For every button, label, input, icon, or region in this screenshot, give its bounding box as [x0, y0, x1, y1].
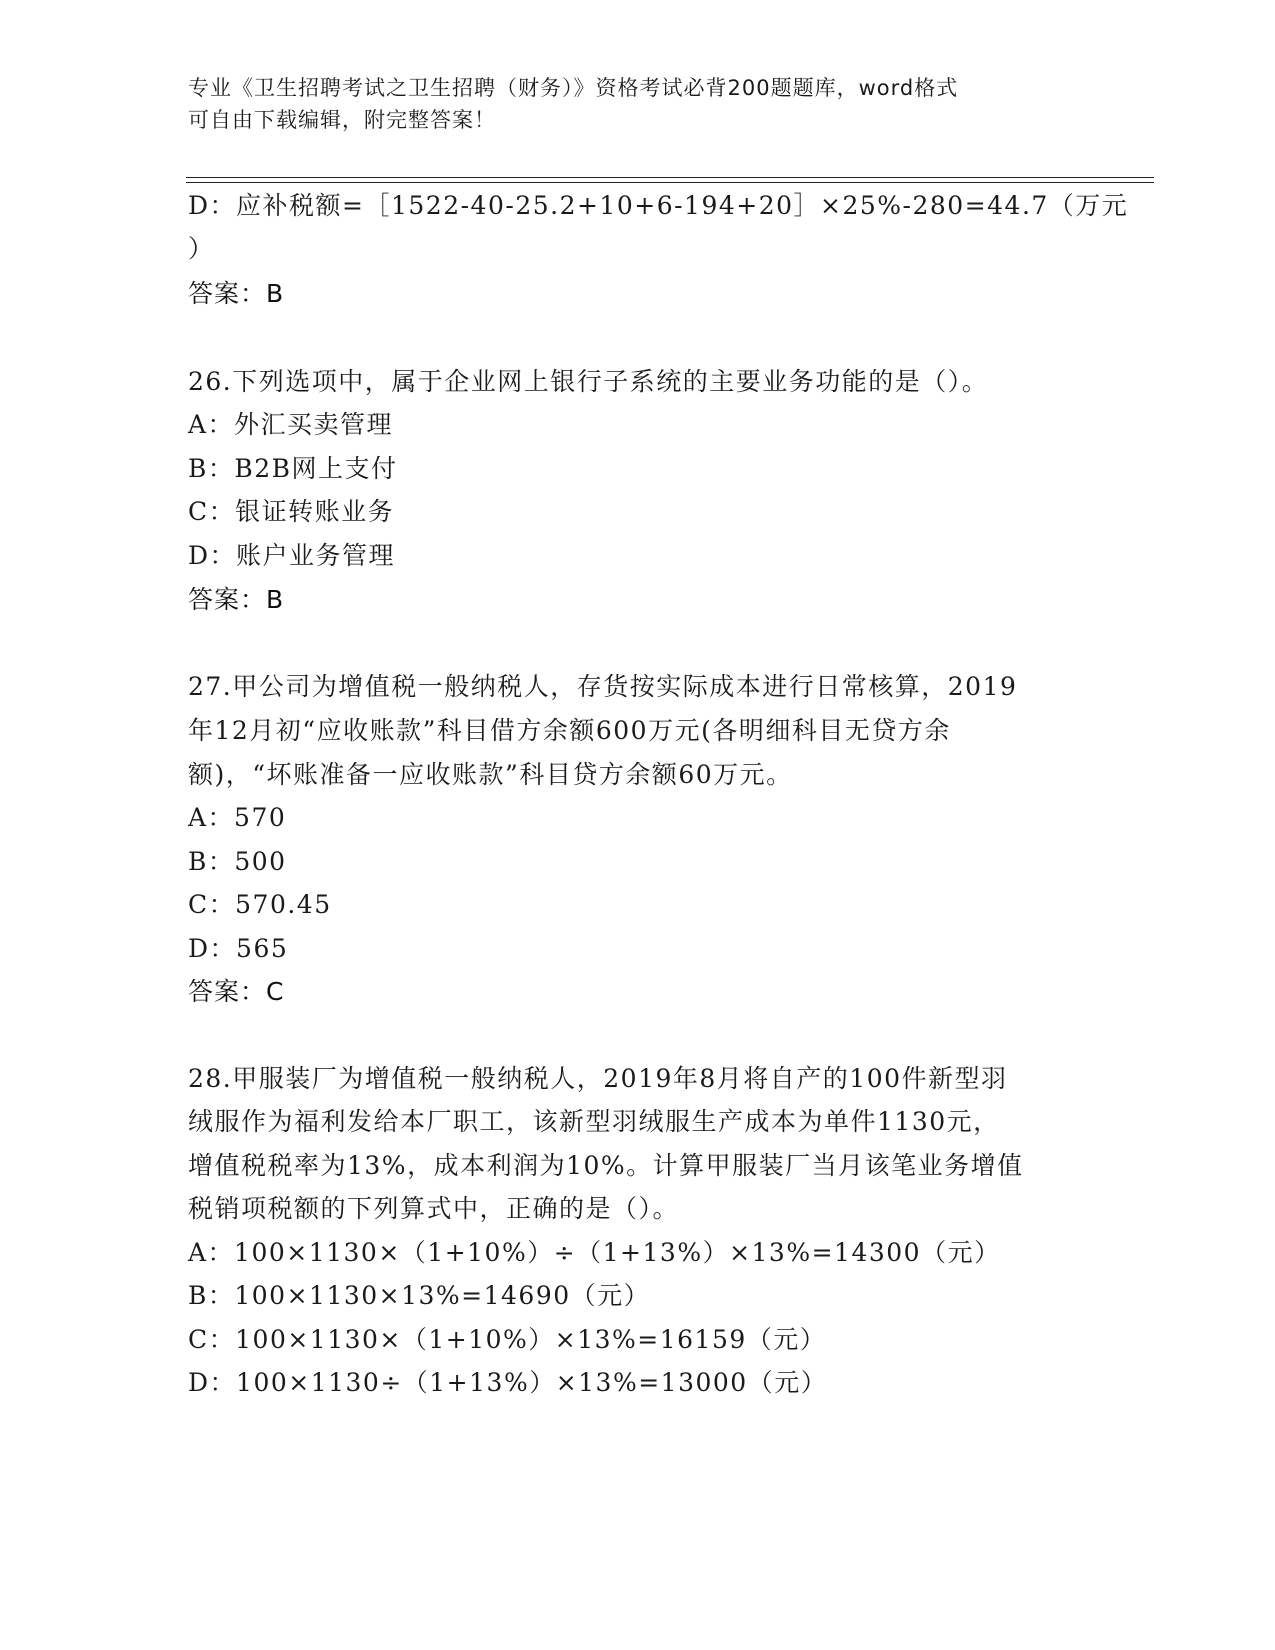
q26-option-d: D：账户业务管理 [188, 541, 396, 570]
q27-option-d: D：565 [188, 934, 289, 963]
q28-stem-line-4: 税销项税额的下列算式中，正确的是（）。 [188, 1194, 680, 1223]
document-header [188, 72, 1068, 136]
q27-option-b: B：500 [188, 847, 287, 876]
prev-answer: 答案：B [188, 279, 285, 308]
q28-option-d: D：100×1130÷（1+13%）×13%=13000（元） [188, 1368, 828, 1397]
q28-option-a: A：100×1130×（1+10%）÷（1+13%）×13%=14300（元） [188, 1238, 1001, 1267]
header-rule-bottom [186, 182, 1154, 183]
q27-stem-line-1: 27.甲公司为增值税一般纳税人，存货按实际成本进行日常核算，2019 [188, 672, 1018, 701]
q26-stem: 26.下列选项中，属于企业网上银行子系统的主要业务功能的是（）。 [188, 367, 989, 396]
header-rule-top [186, 177, 1154, 178]
q28-stem-line-3: 增值税税率为13%，成本利润为10%。计算甲服装厂当月该笔业务增值 [188, 1151, 1024, 1180]
header-line-2: 可自由下载编辑，附完整答案！ [188, 108, 496, 132]
q26-option-a: A：外汇买卖管理 [188, 410, 394, 439]
q27-answer: 答案：C [188, 977, 285, 1006]
q28-option-c: C：100×1130×（1+10%）×13%=16159（元） [188, 1325, 827, 1354]
q27-option-a: A：570 [188, 803, 287, 832]
q27-option-c: C：570.45 [188, 890, 332, 919]
q26-option-c: C：银证转账业务 [188, 497, 395, 526]
q28-option-b: B：100×1130×13%=14690（元） [188, 1281, 651, 1310]
header-line-1: 专业《卫生招聘考试之卫生招聘（财务）》资格考试必背200题题库，word格式 [188, 76, 959, 100]
q28-stem-line-1: 28.甲服装厂为增值税一般纳税人，2019年8月将自产的100件新型羽 [188, 1064, 1008, 1093]
q27-stem-line-3: 额)，“坏账准备一应收账款”科目贷方余额60万元。 [188, 760, 793, 789]
q26-option-b: B：B2B网上支付 [188, 454, 398, 483]
q26-answer: 答案：B [188, 585, 285, 614]
prev-option-d-line-1: D：应补税额=［1522-40-25.2+10+6-194+20］×25%-280=44.7（万元 [188, 191, 1129, 220]
q28-stem-line-2: 绒服作为福利发给本厂职工，该新型羽绒服生产成本为单件1130元， [188, 1107, 1000, 1136]
q27-stem-line-2: 年12月初“应收账款”科目借方余额600万元(各明细科目无贷方余 [188, 716, 951, 745]
prev-option-d-line-2: ） [188, 234, 215, 263]
